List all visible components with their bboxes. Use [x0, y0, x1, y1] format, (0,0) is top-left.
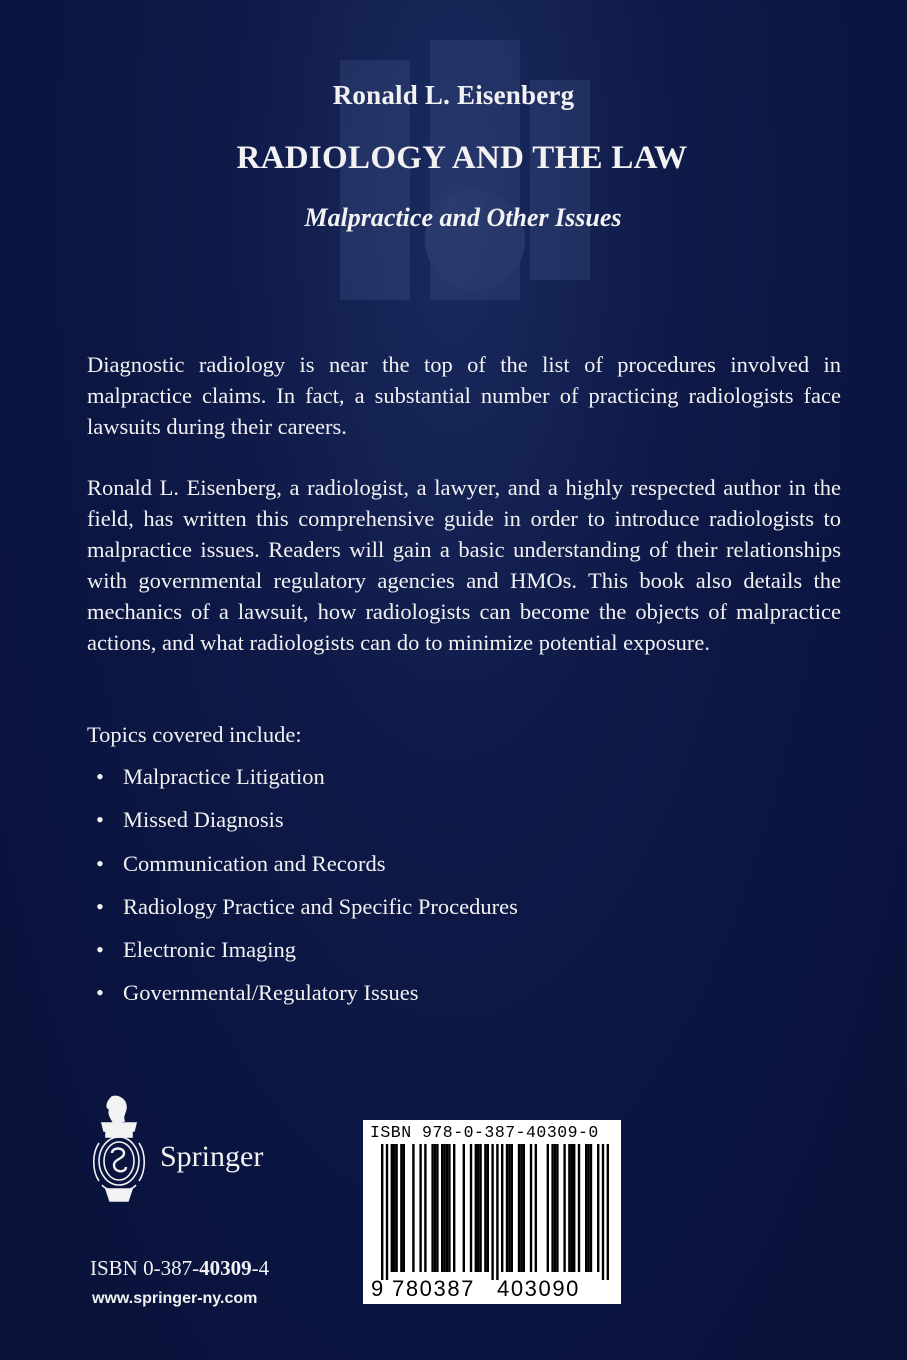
isbn-suffix: -4: [251, 1256, 270, 1280]
barcode-bar: [386, 1144, 388, 1280]
list-item: [96, 891, 518, 934]
list-item: [96, 977, 518, 1020]
barcode-bar: [573, 1144, 575, 1272]
barcode-bar: [568, 1144, 570, 1272]
barcode-bar: [391, 1144, 393, 1272]
barcode-bar: [453, 1144, 455, 1272]
barcode-bar: [597, 1144, 599, 1272]
isbn-bold-part: 40309: [199, 1256, 252, 1280]
barcode-bar: [518, 1144, 520, 1272]
barcode-panel: [363, 1120, 621, 1304]
book-subtitle: Malpractice and Other Issues: [304, 203, 622, 232]
book-title: RADIOLOGY AND THE LAW: [236, 140, 688, 176]
bullet-icon: •: [96, 807, 104, 833]
barcode-bar: [578, 1144, 580, 1272]
list-item: [96, 761, 518, 804]
bullet-icon: •: [96, 764, 104, 789]
barcode-bar: [556, 1144, 558, 1272]
barcode-bar: [475, 1144, 477, 1272]
bullet-icon: •: [96, 980, 104, 1006]
barcode-bar: [520, 1144, 522, 1272]
barcode-bar: [590, 1144, 592, 1272]
barcode-bar: [424, 1144, 426, 1272]
barcode-bar: [463, 1144, 465, 1272]
publisher-url: www.springer-ny.com: [92, 1290, 258, 1307]
isbn-10: [90, 1256, 269, 1281]
barcode-bar: [554, 1144, 556, 1272]
topic-label: Missed Diagnosis: [123, 807, 284, 833]
barcode-bar: [571, 1144, 573, 1272]
barcode-bar: [446, 1144, 448, 1272]
topics-heading: Topics covered include:: [87, 722, 302, 747]
bullet-icon: •: [96, 937, 104, 963]
barcode-isbn-label: ISBN 978-0-387-40309-0: [370, 1123, 599, 1142]
barcode-bar: [434, 1144, 436, 1272]
barcode-bar: [431, 1144, 433, 1272]
publisher-name: Springer: [160, 1140, 264, 1173]
list-item: [96, 804, 518, 847]
barcode-bar: [506, 1144, 508, 1272]
topics-list: [96, 761, 518, 1021]
barcode-right-group: 403090: [497, 1276, 581, 1301]
topic-label: Electronic Imaging: [123, 937, 297, 963]
barcode-bar: [491, 1144, 493, 1280]
description-paragraph-1: Diagnostic radiology is near the top of the list of procedures involved in malpractice claims. In fact, a substantial number of practicing radiologists face lawsuits during their careers.: [87, 352, 841, 439]
barcode-bar: [535, 1144, 537, 1272]
list-item: [96, 934, 518, 977]
topic-label: Communication and Records: [123, 850, 386, 876]
barcode-bar: [448, 1144, 450, 1272]
barcode-lead-digit: 9: [371, 1276, 384, 1301]
barcode-bar: [470, 1144, 472, 1272]
barcode-bar: [487, 1144, 489, 1272]
barcode-bar: [585, 1144, 587, 1272]
barcode-bar: [436, 1144, 438, 1272]
barcode-bar: [395, 1144, 397, 1272]
topic-label: Malpractice Litigation: [123, 764, 325, 789]
springer-knight-logo-icon: [88, 1093, 150, 1205]
barcode-bar: [563, 1144, 565, 1272]
barcode-bar: [602, 1144, 604, 1280]
barcode-bar: [381, 1144, 383, 1280]
barcode-bar: [530, 1144, 532, 1272]
barcode-bar: [523, 1144, 525, 1272]
barcode-bar: [607, 1144, 609, 1280]
barcode-bar: [403, 1144, 405, 1272]
barcode-bar: [419, 1144, 421, 1272]
barcode-bar: [508, 1144, 510, 1272]
barcode-left-group: 780387: [392, 1276, 476, 1301]
list-item: [96, 848, 518, 891]
barcode-bar: [496, 1144, 498, 1280]
barcode-bar: [477, 1144, 479, 1272]
barcode-bar: [484, 1144, 486, 1272]
barcode-bar: [400, 1144, 402, 1272]
description-paragraph-2: Ronald L. Eisenberg, a radiologist, a lawyer, and a highly respected author in the field, has written this comprehensive guide in order to introduce radiologists to malpractice issues. Readers will gain a basic understanding of their relationships with governmental regulatory agencies and HMOs. This book also details the mechanics of a lawsuit, how radiologists can become the objects of malpractice actions, and what radiologists can do to minimize potential exposure.: [87, 475, 841, 655]
barcode-bar: [547, 1144, 549, 1272]
barcode-bar: [551, 1144, 553, 1272]
barcode-bar: [412, 1144, 414, 1272]
barcode-bars: [363, 1142, 621, 1282]
topic-label: Governmental/Regulatory Issues: [123, 980, 419, 1006]
isbn-prefix: ISBN 0-387-: [90, 1256, 200, 1280]
barcode-bar: [587, 1144, 589, 1272]
barcode-bar: [479, 1144, 481, 1272]
barcode-bar: [443, 1144, 445, 1272]
bullet-icon: •: [96, 893, 104, 919]
bullet-icon: •: [96, 850, 104, 876]
author-name: Ronald L. Eisenberg: [332, 80, 575, 110]
topic-label: Radiology Practice and Specific Procedures: [123, 893, 518, 919]
barcode-bar: [393, 1144, 395, 1272]
barcode-bar: [501, 1144, 503, 1272]
barcode-bar: [441, 1144, 443, 1272]
barcode-bar: [511, 1144, 513, 1272]
